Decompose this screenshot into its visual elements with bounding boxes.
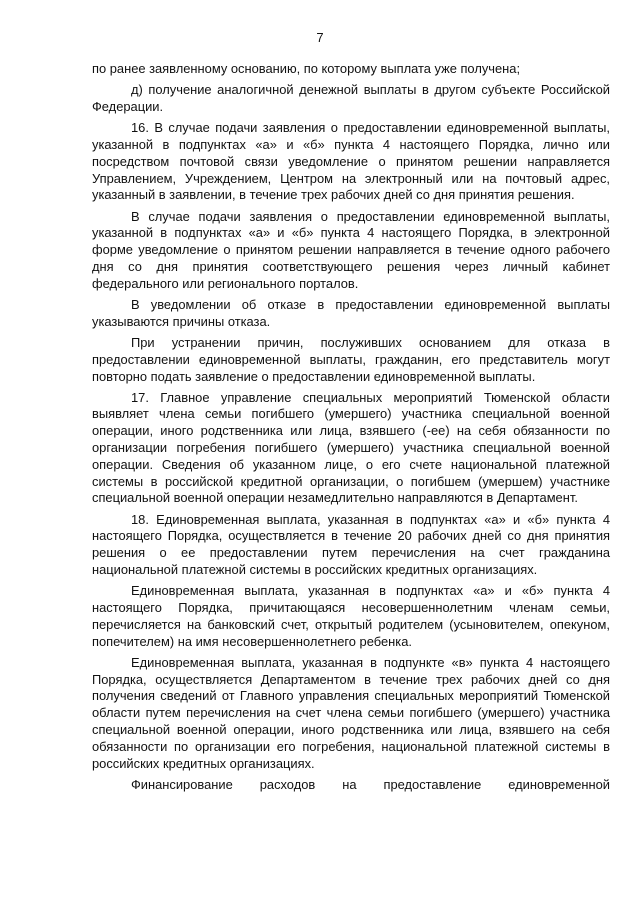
paragraph: В случае подачи заявления о предоставлении единовременной выплаты, указанной в подпунктах «а» и «б» пункта 4 настоящего Порядка, в электронной форме уведомление о принятом решении направляется в течение одного рабочего дня со дня принятия соответствующего решения через личный кабинет федерального или регионального порталов. <box>92 208 610 291</box>
paragraph: по ранее заявленному основанию, по которому выплата уже получена; <box>92 61 521 76</box>
paragraph: 18. Единовременная выплата, указанная в подпунктах «а» и «б» пункта 4 настоящего Порядка, осуществляется в течение 20 рабочих дней со дня принятия решения о ее предоставлении путем перечисления на счет гражданина национальной платежной системы в российских кредитных организациях. <box>92 511 610 578</box>
paragraph: 17. Главное управление специальных мероприятий Тюменской области выявляет члена семьи погибшего (умершего) участника специальной военной операции, иного родственника или лица, взявшего (-ее) на себя обязанности по организации погребения погибшего (умершего) участника специальной военной операции. Сведения об указанном лице, о его счете национальной платежной системы в российской кредитной организации, о погибшем (умершем) участнике специальной военной операции незамедлительно направляются в Департамент. <box>92 389 610 506</box>
paragraph: Единовременная выплата, указанная в подпункте «в» пункта 4 настоящего Порядка, осуществляется Департаментом в течение трех рабочих дней со дня получения сведений от Главного управления специальных мероприятий Тюменской области путем перечисления на счет члена семьи погибшего (умершего) участника специальной военной операции, иного родственника или лица, взявшего на себя обязанности по организации его погребения, национальной платежной системы в российских кредитных организациях. <box>92 654 610 771</box>
paragraph: 16. В случае подачи заявления о предоставлении единовременной выплаты, указанной в подпунктах «а» и «б» пункта 4 настоящего Порядка, лично или посредством почтовой связи уведомление о принятом решении направляется Управлением, Учреждением, Центром на электронный или на почтовый адрес, указанный в заявлении, в течение трех рабочих дней со дня принятия решения. <box>92 120 610 203</box>
paragraph: Финансирование расходов на предоставление единовременной <box>131 776 610 792</box>
paragraph: Единовременная выплата, указанная в подпунктах «а» и «б» пункта 4 настоящего Порядка, причитающаяся несовершеннолетним членам семьи, перечисляется на банковский счет, открытый родителем (усыновителем, опекуном, попечителем) на имя несовершеннолетнего ребенка. <box>92 583 610 649</box>
paragraph: д) получение аналогичной денежной выплаты в другом субъекте Российской Федерации. <box>92 82 610 114</box>
document-body <box>92 61 610 798</box>
paragraph: В уведомлении об отказе в предоставлении единовременной выплаты указываются причины отказа. <box>92 296 610 329</box>
page-number: 7 <box>316 30 324 45</box>
paragraph: При устранении причин, послуживших основанием для отказа в предоставлении единовременной выплаты, гражданин, его представитель могут повторно подать заявление о предоставлении единовременной выплаты. <box>92 334 610 384</box>
